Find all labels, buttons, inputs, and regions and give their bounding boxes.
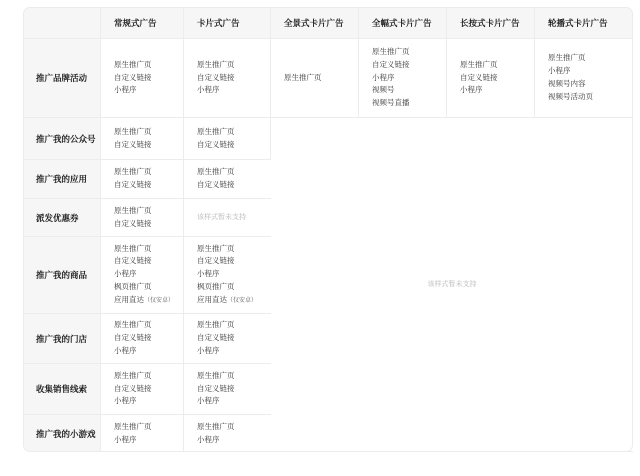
cell-line: 自定义链接	[114, 72, 152, 82]
cell-line: 枫页推广页	[114, 281, 152, 291]
cell-line: 自定义链接	[114, 139, 152, 149]
table-row	[23, 118, 633, 160]
row-label: 推广我的公众号	[23, 118, 101, 160]
cell-line: 小程序	[114, 434, 137, 444]
cell-line: 原生推广页	[197, 421, 235, 431]
cell-card	[184, 39, 271, 118]
cell-line: 原生推广页	[114, 205, 152, 215]
cell-line: 自定义链接	[197, 256, 235, 266]
cell-line: 原生推广页	[284, 72, 322, 82]
cell-card	[184, 314, 271, 364]
cell-panorama	[271, 39, 359, 118]
cell-line: 原生推广页	[460, 59, 498, 69]
cell-line: 小程序	[197, 269, 220, 279]
cell-card	[184, 237, 271, 314]
cell-card	[184, 118, 271, 160]
cell-line: 原生推广页	[197, 167, 235, 177]
ad-format-support-table-container	[23, 7, 633, 452]
header-row	[23, 7, 633, 39]
header-regular: 常规式广告	[101, 7, 184, 39]
row-label: 推广我的小游戏	[23, 415, 101, 452]
cell-line: 小程序	[197, 345, 220, 355]
cell-line: 小程序	[372, 72, 395, 82]
cell-line: 自定义链接	[114, 180, 152, 189]
cell-line: 视频号内容	[548, 79, 586, 88]
cell-line: 原生推广页	[197, 320, 235, 330]
cell-regular	[101, 118, 184, 160]
cell-line: 原生推广页	[114, 167, 152, 177]
cell-line-text: 应用直达	[114, 294, 144, 304]
cell-line: 自定义链接	[197, 72, 235, 82]
cell-line: 视频号活动页	[548, 91, 593, 101]
header-carousel: 轮播式卡片广告	[535, 7, 633, 39]
cell-line: 自定义链接	[197, 333, 235, 343]
cell-line: 枫页推广页	[197, 281, 235, 291]
cell-line: 自定义链接	[197, 180, 235, 189]
cell-line: 自定义链接	[114, 256, 152, 266]
cell-line: 自定义链接	[197, 139, 235, 149]
cell-line: 原生推广页	[548, 53, 586, 63]
cell-regular	[101, 39, 184, 118]
ad-format-support-table	[23, 7, 633, 452]
cell-line: 小程序	[197, 85, 220, 95]
cell-line: 小程序	[460, 85, 483, 95]
cell-line	[197, 294, 271, 308]
cell-line: 小程序	[114, 85, 137, 95]
cell-carousel	[535, 39, 633, 118]
cell-line: 原生推广页	[114, 370, 152, 380]
row-label: 推广品牌活动	[23, 39, 101, 118]
cell-line: 原生推广页	[114, 126, 152, 136]
cell-card	[184, 415, 271, 452]
header-panorama: 全景式卡片广告	[271, 7, 359, 39]
row-label: 推广我的门店	[23, 314, 101, 364]
cell-line: 自定义链接	[460, 72, 498, 82]
cell-line	[114, 294, 183, 308]
cell-line: 自定义链接	[114, 383, 152, 393]
header-corner	[23, 7, 101, 39]
cell-regular	[101, 415, 184, 452]
android-only-note: （仅安卓）	[227, 296, 258, 304]
cell-line-text: 应用直达	[197, 294, 227, 304]
cell-line: 原生推广页	[197, 59, 235, 69]
row-label: 推广我的应用	[23, 160, 101, 199]
cell-longpress	[447, 39, 535, 118]
cell-line: 小程序	[197, 434, 220, 444]
cell-card	[184, 364, 271, 415]
cell-line: 原生推广页	[197, 126, 235, 136]
cell-line: 自定义链接	[197, 383, 235, 393]
header-longpress: 长按式卡片广告	[447, 7, 535, 39]
cell-card-unsupported: 该样式暂未支持	[184, 199, 271, 237]
header-fullwidth: 全幅式卡片广告	[359, 7, 447, 39]
cell-card	[184, 160, 271, 199]
cell-line: 原生推广页	[114, 421, 152, 431]
cell-fullwidth	[359, 39, 447, 118]
cell-line: 小程序	[114, 269, 137, 279]
cell-line: 原生推广页	[372, 47, 410, 56]
row-label: 派发优惠券	[23, 199, 101, 237]
android-only-note: （仅安卓）	[144, 296, 175, 304]
cell-line: 原生推广页	[114, 243, 152, 253]
cell-regular	[101, 160, 184, 199]
cell-line: 原生推广页	[197, 243, 235, 253]
cell-line: 自定义链接	[114, 218, 152, 228]
cell-line: 小程序	[114, 396, 137, 406]
cell-line: 视频号	[372, 85, 395, 95]
row-label: 推广我的商品	[23, 237, 101, 314]
cell-regular	[101, 237, 184, 314]
unsupported-region: 该样式暂未支持	[271, 118, 633, 452]
cell-regular	[101, 364, 184, 415]
row-label: 收集销售线索	[23, 364, 101, 415]
cell-line: 原生推广页	[114, 320, 152, 330]
cell-line: 小程序	[197, 396, 220, 406]
table-row	[23, 39, 633, 118]
cell-line: 自定义链接	[372, 59, 410, 69]
cell-line: 视频号直播	[372, 98, 410, 108]
header-card: 卡片式广告	[184, 7, 271, 39]
cell-line: 原生推广页	[197, 370, 235, 380]
cell-line: 小程序	[548, 66, 571, 76]
cell-line: 小程序	[114, 345, 137, 355]
cell-line: 原生推广页	[114, 59, 152, 69]
cell-line: 自定义链接	[114, 333, 152, 343]
cell-regular	[101, 199, 184, 237]
cell-regular	[101, 314, 184, 364]
